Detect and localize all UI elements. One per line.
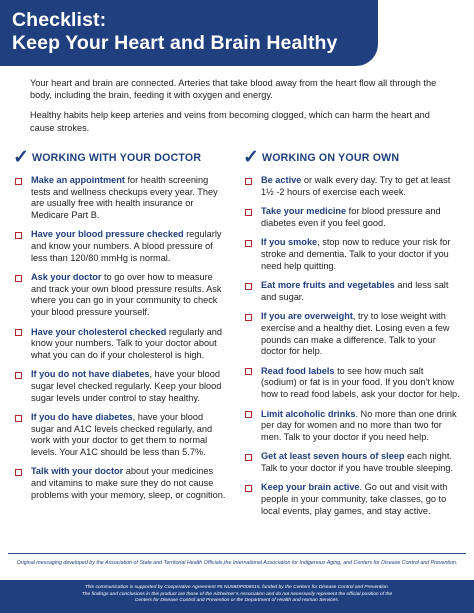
checklist-item-highlight: Ask your doctor	[31, 272, 102, 283]
check-icon: ✓	[13, 147, 29, 168]
checkbox-icon	[245, 485, 252, 492]
checklist-item-highlight: Get at least seven hours of sleep	[261, 451, 405, 462]
checkbox-icon	[15, 232, 22, 239]
checkbox-icon	[15, 178, 22, 185]
checklist-item-highlight: If you do not have diabetes	[31, 369, 150, 380]
checklist-item-highlight: Limit alcoholic drinks	[261, 408, 356, 419]
checklist-item-body: about your medicines and vitamins to make sure they do not cause problems with your memory, sleep, or cognition.	[31, 466, 226, 500]
checklist-item-text	[261, 237, 461, 272]
checklist-item-text	[31, 175, 226, 221]
section-header	[13, 148, 228, 168]
checklist-item-body: to see how much salt (sodium) or fat is in your food. If you don’t know how to read food labels, ask your doctor for help.	[261, 365, 460, 399]
checklist-item-body: regularly and know your numbers. A blood pressure of less than 120/80 mmHg is normal.	[31, 229, 222, 263]
checklist-item	[243, 451, 461, 474]
checklist-item-body: or walk every day. Try to get at least 1½ -2 hours of exercise each week.	[261, 175, 451, 197]
checklist-item	[13, 175, 228, 221]
footer-line-2: The findings and conclusions in this product are those of the Alzheimer’s Association and do not necessarily represent the official position of the	[81, 591, 393, 597]
checklist-item-body: , have your blood sugar level checked regularly. Keep your blood sugar levels under control to stay healthy.	[31, 369, 222, 403]
checklist-item-body: , stop now to reduce your risk for stroke and dementia. Talk to your doctor if you need help quitting.	[261, 237, 451, 271]
checklist-item-highlight: If you are overweight	[261, 311, 353, 322]
divider	[8, 553, 466, 554]
checklist-item-body: and less salt and sugar.	[261, 280, 449, 302]
checklist-item	[243, 237, 461, 272]
checklist-item-highlight: Talk with your doctor	[31, 466, 124, 477]
check-icon: ✓	[243, 147, 259, 168]
checkbox-icon	[245, 178, 252, 185]
checklist-item-text	[261, 175, 461, 198]
checklist-item	[13, 327, 228, 362]
credit-line: Original messaging developed by the Association of State and Territorial Health Officials,the International Association for Indigenous Aging, and Centers for Disease Control and Prevention.	[16, 560, 458, 566]
checklist-item-highlight: Have your cholesterol checked	[31, 326, 167, 337]
footer-line-3: Centers for Disease Control and Prevention or the Department of Health and Human Services.	[134, 598, 340, 604]
own-checklist	[243, 148, 461, 525]
checklist-item	[13, 369, 228, 404]
checklist-item-text	[261, 311, 461, 357]
checklist-item	[243, 366, 461, 401]
checklist-item-text	[261, 206, 461, 229]
checklist-item-highlight: Keep your brain active	[261, 482, 360, 493]
checklist-item	[243, 175, 461, 198]
checklist-item	[13, 272, 228, 318]
checklist-item-highlight: If you smoke	[261, 237, 318, 248]
checkbox-icon	[245, 283, 252, 290]
checklist-item-body: regularly and know your numbers. Talk to your doctor about what you can do if your cholesterol is high.	[31, 326, 222, 360]
checklist-items	[13, 175, 228, 501]
checklist-item-body: . Go out and visit with people in your community, take classes, go to local events, play games, and stay active.	[261, 482, 448, 516]
checklist-item-text	[31, 369, 226, 404]
checklist-item-body: , have your blood sugar and A1C levels checked regularly, and work with your doctor to get them to normal levels. Your A1C should be less than 5.7%.	[31, 412, 213, 457]
checklist-item-text	[261, 482, 461, 517]
checkbox-icon	[245, 368, 252, 375]
checklist-item-highlight: Read food labels	[261, 365, 335, 376]
checklist-item-text	[261, 366, 461, 401]
checklist-item-text	[261, 280, 461, 303]
section-header	[243, 148, 461, 168]
checkbox-icon	[245, 314, 252, 321]
checklist-item-text	[31, 466, 226, 501]
footer	[0, 580, 474, 613]
intro-section	[30, 77, 448, 142]
checklist-item-highlight: Make an appointment	[31, 175, 125, 185]
checklist-item-text	[261, 451, 461, 474]
checklist-item-body: for health screening tests and wellness checkups every year. They are usually free with health insurance or Medicare Part B.	[31, 175, 218, 220]
checkbox-icon	[15, 469, 22, 476]
checklist-item	[243, 280, 461, 303]
checkbox-icon	[245, 209, 252, 216]
checklist-item	[243, 311, 461, 357]
checklist-item-text	[31, 229, 226, 264]
checklist-item-highlight: Take your medicine	[261, 206, 347, 217]
checklist-item	[13, 229, 228, 264]
section-title: WORKING WITH YOUR DOCTOR	[32, 152, 202, 164]
checklist-item-text	[31, 412, 226, 458]
checklist-item-text	[261, 409, 461, 444]
checklist-item	[13, 466, 228, 501]
checkbox-icon	[15, 329, 22, 336]
doctor-checklist	[13, 148, 228, 509]
checkbox-icon	[15, 372, 22, 379]
checklist-item	[13, 412, 228, 458]
footer-line-1: This communication is supported by Cooperative Agreement #5 NU58DP006515, funded by the Centers for Disease Control and Prevention.	[84, 585, 390, 590]
checklist-item-body: , try to lose weight with exercise and a healthy diet. Losing even a few pounds can make a difference. Talk to your doctor for help.	[261, 311, 450, 357]
checklist-item-highlight: Eat more fruits and vegetables	[261, 280, 395, 291]
intro-paragraph-1: Your heart and brain are connected. Arteries that take blood away from the heart flow all through the body, including the brain, feeding it with oxygen and energy.	[30, 78, 437, 101]
checklist-item-body: to go over how to measure and track your own blood pressure results. Ask where you can go in your community to check your blood pressure yourself.	[31, 272, 222, 317]
checkbox-icon	[245, 240, 252, 247]
checklist-item-text	[31, 272, 226, 318]
checklist-item-text	[31, 327, 226, 362]
title-line-2: Keep Your Heart and Brain Healthy	[12, 32, 338, 54]
checkbox-icon	[15, 275, 22, 282]
checklist-item-body: each night. Talk to your doctor if you have trouble sleeping.	[261, 451, 454, 473]
checkbox-icon	[245, 454, 252, 461]
intro-paragraph-2: Healthy habits help keep arteries and veins from becoming clogged, which can harm the heart and cause strokes.	[30, 110, 430, 133]
checklist-item	[243, 482, 461, 517]
checkbox-icon	[15, 415, 22, 422]
checklist-item-highlight: If you do have diabetes	[31, 412, 133, 423]
checkbox-icon	[245, 411, 252, 418]
checklist-item	[243, 409, 461, 444]
checklist-item-body: . No more than one drink per day for women and no more than two for men. Talk to your doctor if you need help.	[261, 408, 457, 442]
checklist-item-highlight: Be active	[261, 175, 302, 185]
title-banner	[0, 0, 378, 66]
checklist-item-highlight: Have your blood pressure checked	[31, 229, 184, 240]
checklist-item	[243, 206, 461, 229]
checklist-items	[243, 175, 461, 517]
title-line-1: Checklist:	[12, 9, 107, 31]
page-title	[12, 9, 338, 55]
section-title: WORKING ON YOUR OWN	[262, 152, 400, 164]
checklist-item-body: for blood pressure and diabetes even if you feel good.	[261, 206, 441, 228]
